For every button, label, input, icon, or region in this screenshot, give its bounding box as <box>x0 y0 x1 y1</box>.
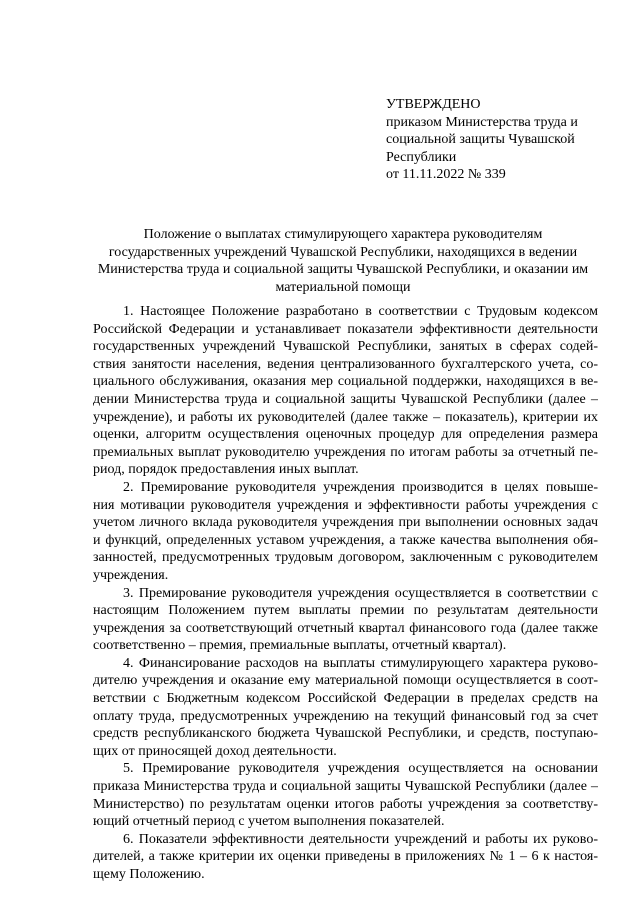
paragraph-line: ствия занятости населения, ведения централизованного бухгалтерского учета, со- <box>93 356 598 372</box>
paragraph-line: 1. Настоящее Положение разработано в соответствии с Трудовым кодексом <box>123 304 598 319</box>
paragraph-line: 3. Премирование руководителя учреждения осуществляется в соответствии с <box>123 585 598 601</box>
paragraph-line: приказа Министерства труда и социальной защиты Чувашской Республики (далее – <box>93 779 598 795</box>
paragraph-line: 2. Премирование руководителя учреждения производится в целях повыше- <box>123 479 598 495</box>
approval-line: от 11.11.2022 № 339 <box>386 167 506 183</box>
paragraph-line: премиальных выплат руководителю учреждения по итогам работы за отчетный пе- <box>93 444 598 460</box>
paragraph-line: 6. Показатели эффективности деятельности учреждений и работы их руково- <box>123 831 598 847</box>
paragraph-3 <box>93 585 598 655</box>
title-line: государственных учреждений Чувашской Республики, находящихся в ведении <box>108 244 578 260</box>
document-title <box>88 226 598 296</box>
paragraph-line: Министерство) по результатам оценки итогов работы учреждения за соответству- <box>93 796 598 812</box>
paragraph-line: соответственно – премия, премиальные выплаты, отчетный квартал). <box>93 638 507 654</box>
paragraph-line: ния мотивации руководителя учреждения и эффективности работы учреждения с <box>93 497 598 513</box>
approval-line: Республики <box>386 149 457 165</box>
paragraph-line: Российской Федерации и устанавливает показатели эффективности деятельности <box>93 321 598 337</box>
paragraph-line: ветствии с Бюджетным кодексом Российской Федерации в пределах средств на <box>93 691 598 707</box>
paragraph-line: дении Министерства труда и социальной защиты Чувашской Республики (далее – <box>93 391 598 407</box>
paragraph-line: учетом личного вклада руководителя учреждения при выполнении основных задач <box>93 515 598 531</box>
paragraph-2 <box>93 479 598 585</box>
paragraph-4 <box>93 655 598 761</box>
paragraph-line: и функций, определенных уставом учреждения, а также качества выполнения обя- <box>93 532 598 548</box>
title-line: Положение о выплатах стимулирующего характера руководителям <box>143 227 543 242</box>
approval-line: приказом Министерства труда и <box>386 114 578 130</box>
title-line: Министерства труда и социальной защиты Чувашской Республики, и оказании им <box>97 262 589 278</box>
paragraph-line: учреждение), и работы их руководителей (далее также – показатель), критерии их <box>93 409 598 425</box>
paragraph-line: учреждения за соответствующий отчетный квартал финансового года (далее также <box>93 620 598 636</box>
paragraph-line: настоящим Положением путем выплаты премии по результатам деятельности <box>93 603 598 619</box>
title-line: материальной помощи <box>275 279 411 295</box>
paragraph-line: 4. Финансирование расходов на выплаты стимулирующего характера руково- <box>123 655 598 671</box>
paragraph-line: государственных учреждений Чувашской Республики, занятых в сферах содей- <box>93 339 598 355</box>
paragraph-line: циального обслуживания, оказания мер социальной поддержки, находящихся в ве- <box>93 374 598 390</box>
paragraph-line: оплату труда, предусмотренных учреждению на текущий финансовый год за счет <box>93 708 598 724</box>
paragraph-line: дителей, а также критерии их оценки приведены в приложениях № 1 – 6 к настоя- <box>93 849 598 865</box>
paragraph-line: оценки, алгоритм осуществления оценочных процедур для определения размера <box>93 427 598 443</box>
approval-line: социальной защиты Чувашской <box>386 132 575 148</box>
paragraph-line: учреждения. <box>93 567 169 583</box>
paragraph-line: щему Положению. <box>93 867 205 882</box>
paragraph-line: дителю учреждения и оказание ему материальной помощи осуществляется в соот- <box>93 673 598 689</box>
paragraph-line: риод, порядок предоставления иных выплат. <box>93 462 359 478</box>
paragraph-6 <box>93 831 598 884</box>
paragraph-line: 5. Премирование руководителя учреждения осуществляется на основании <box>123 761 598 777</box>
paragraph-line: занностей, предусмотренных трудовым договором, заключенным с руководителем <box>93 550 598 566</box>
paragraph-line: ющий отчетный период с учетом выполнения показателей. <box>93 814 445 830</box>
paragraph-1 <box>93 303 598 479</box>
approval-line: УТВЕРЖДЕНО <box>386 97 481 112</box>
approval-stamp <box>386 96 616 184</box>
paragraph-5 <box>93 760 598 830</box>
paragraph-line: щих от приносящей доход деятельности. <box>93 743 337 759</box>
paragraph-line: средств республиканского бюджета Чувашской Республики, и средств, поступаю- <box>93 726 598 742</box>
document-body <box>93 303 598 884</box>
